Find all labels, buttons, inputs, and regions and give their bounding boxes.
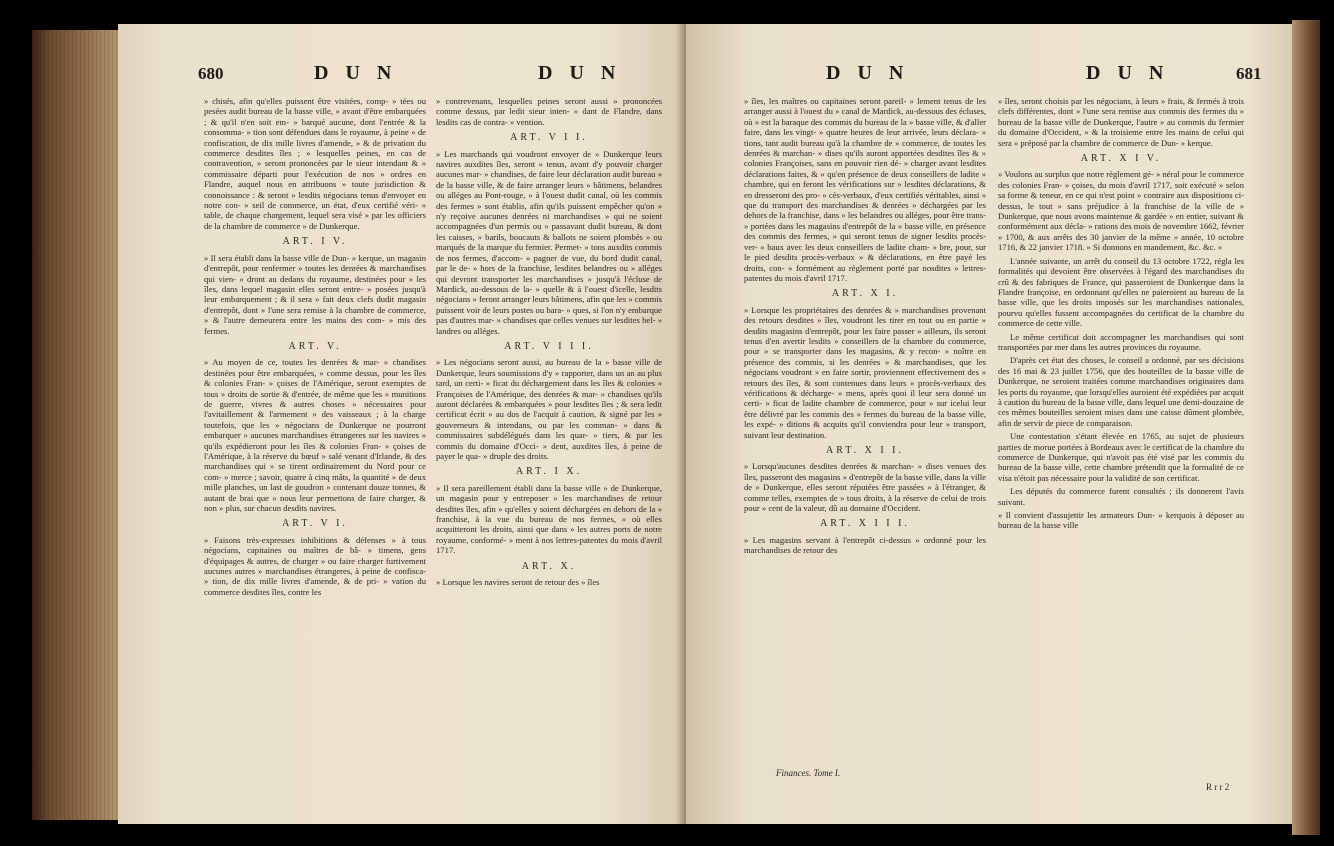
paragraph: » Les négocians seront aussi, au bureau de la » basse ville de Dunkerque, leurs soumissions d'y » rapporter, dans un an au plus tard, un certi- » ficat du déchargement dans les îles & colonies » Françoises de l'Amérique, des denrées & mar- » chandises qu'ils auront déclarées & embarquées » pour lesdites îles ; & sera ledit certificat écrit » au dos de l'acquit à caution, & signé par les » gouverneurs & intendans, ou par les comman- » dans & commissaires subdélégués dans les quar- » tiers, & par les commis du domaine d'Occi- » dent, auxdites îles, à peine de payer le qua- » druple des droits. bbox=[436, 357, 662, 461]
paragraph: » Les marchands qui voudront envoyer de » Dunkerque leurs navires auxdites îles, seront » tenus, avant d'y pouvoir charger aucunes mar- » chandises, de faire leur déclaration audit bureau » de la basse ville, & de faire arranger leurs » bâtimens, belandres ou alléges au Pont-rouge, » à l'ouest dudit canal, où les commis des fermes » sont établis, afin qu'ils puissent empêcher qu'on » n'y reçoive aucunes denrées ni marchandises » qui ne soient accompagnées d'un permis ou » passavant dudit bureau, & dont les caisses, » barils, boucauts & ballots ne soient plombés » ou marqués de la marque du fermier. Permet- » tons auxdits commis de nos fermes, d'accom- » pagner de vue, du bord dudit canal, par le de- » hors de la franchise, lesdites belandres ou » alléges qui devront transporter les marchandises » jusqu'à l'écluse de Mardick, au-dessous de la- » quelle & à l'ouest d'icelle, lesdits négocians » feront arranger leurs bâtimens, afin que les » commis puissent voir de leurs postes ou bara- » ques, si l'on n'y embarque pas d'autres mar- » chandises que celles venues sur lesdites bel- » landres ou alléges. bbox=[436, 148, 662, 336]
paragraph: L'année suivante, un arrêt du conseil du 13 octobre 1722, régla les formalités qui devoient être observées à l'égard des marchandises du crû & des fabriques de France, qui passeroient de Dunkerque dans la Flandre françoise, en ordonnant qu'elles ne paieroient au bureau de la basse ville, que les droits imposés sur les marchandises nationales, pourvu qu'elles fussent accompagnées du certificat de la chambre du commerce de cette ville. bbox=[998, 255, 1244, 329]
right-column-2 bbox=[998, 96, 1244, 534]
running-head-left-2: D U N bbox=[538, 62, 622, 84]
book-edge-left bbox=[32, 30, 122, 820]
left-column-1 bbox=[204, 96, 426, 600]
right-column-1 bbox=[744, 96, 986, 559]
article-heading: ART. X. bbox=[521, 560, 577, 572]
article-heading: ART. X I I. bbox=[825, 445, 905, 456]
running-head-left-1: D U N bbox=[314, 62, 398, 84]
book-edge-right bbox=[1292, 20, 1320, 835]
running-head-right-2: D U N bbox=[1086, 62, 1170, 84]
paragraph: » îles, les maîtres ou capitaines seront pareil- » lement tenus de les arranger aussi à l'ouest du » canal de Mardick, au-dessous des écluses, où » est la baraque des commis du bureau de la » basse ville, & d'aller faire, dans les vingt- » quatre heures de leur arrivée, leurs déclara- » tions, tant audit bureau qu'à la chambre de » commerce, de toutes les denrées & marchan- » dises qu'ils auront apportées desdites îles & » colonies Françoises, sans en pouvoir rien dé- » charger avant lesdites déclarations faites, & » qu'en présence de deux conseillers de ladite » chambre, qui en feront les vérifications sur » lesdites déclarations, & en dresseront des pro- » cès-verbaux, d'eux certifiés véritables, ainsi » que du transport des marchandises & denrées » déchargées par les dehors de la franchise, dans » les belandres ou alléges, pour être trans- » portées dans les magasins d'entrepôt de la » basse ville, en présence des commis des fermes, » qui seront tenus de signer lesdits procès-ver- » baux avec les deux conseillers de ladite cham- » bre, pour, sur le pied desdits procès-verbaux » & déclarations, en être payé les droits, con- » formément au règlement porté par nosdites » lettres-patentes du mois d'avril 1717. bbox=[744, 96, 986, 283]
paragraph: D'après cet état des choses, le conseil a ordonné, par ses décisions des 16 mai & 23 juillet 1756, que des bouteilles de la basse ville de Dunkerque, ne seroient traitées comme marchandises originaires dans les ports du royaume, que lorsqu'elles auroient été expédiées par acquit à caution du bureau de la basse ville, dans lequel une demi-douzaine de ces mêmes bouteilles seroient mises dans une caisse dûment plombée, afin de servir de piece de comparaison. bbox=[998, 355, 1244, 428]
article-heading: ART. V I I. bbox=[510, 132, 588, 144]
right-page bbox=[686, 24, 1292, 824]
paragraph: » îles, seront choisis par les négocians, à leurs » frais, & fermés à trois clefs différentes, dont » l'une sera remise aux commis des fermes du » bureau de la basse ville de Dunkerque, l'autre » au commis du fermier du domaine d'Occident, » & la troisieme entre les mains de celui qui sera » préposé par la chambre de commerce de Dun- » kerque. bbox=[998, 96, 1244, 148]
left-page bbox=[118, 24, 686, 824]
paragraph: » Au moyen de ce, toutes les denrées & mar- » chandises destinées pour être embarquées, » comme dessus, pour les îles & colonies Fran- » çoises de l'Amérique, seront exemptes de tous » droits de sortie & d'entrée, de même que les » munitions de guerre, vivres & autres choses » nécessaires pour l'avitaillement & l'armement » des vaisseaux ; à la charge toutefois, que les » négocians de Dunkerque ne pourront embarquer » aucunes marchandises étrangeres sur les navires » qu'ils expédieront pour les îles & colonies Fran- » çoises de l'Amérique, à la réserve du bœuf » salé venant d'Irlande, & des marchandises qui » se tirent ordinairement du Nord pour ce com- » merce ; savoir, quatre à cinq mâts, la quantité » de deux mille planches, un last de goudron » contenant douze tonnes, & autant de brai que » nous leur permettons de faire charger, & non » plus, sur chacun desdits navires. bbox=[204, 357, 426, 514]
paragraph: » Lorsque les propriétaires des denrées & » marchandises provenant des retours desdites » îles, voudront les tirer en tout ou en partie » desdits magasins d'entrepôt, pour les faire passer » ailleurs, ils seront tenus d'en avertir lesdits » conseillers de la chambre du commerce, pour » se transporter dans les magasins, & y recon- » noître en présence des commis, si les denrées » & marchandises, que les négocians voudront » en faire sortir, proviennent effectivement des » retours des îles, & sont contenues dans leurs » procès-verbaux des vérifications & décharge- » mens, après quoi il leur sera donné un certi- » ficat de ladite chambre de commerce, pour » sur icelui leur être délivré par les commis des » fermes du bureau de la basse ville, les expé- » ditions & acquits qu'il conviendra pour leur » transport, suivant leur destination. bbox=[744, 304, 986, 440]
paragraph: » Voulons au surplus que notre règlement gé- » néral pour le commerce des colonies Fran- » çoises, du mois d'avril 1717, soit exécuté » selon sa forme & teneur, en ce qui n'est point » contraire aux dispositions ci-dessus, le tout » sans préjudice à la franchise de la ville de » Dunkerque, que nous avons maintenue & gardée » en entier, suivant & conformément aux décla- » rations des mois de novembre 1662, février » 1700, & aux arrêts des 30 janvier de la même » année, 10 octobre 1716, & 22 janvier 1718. » Si donnons en mandement, &c. &c. » bbox=[998, 169, 1244, 253]
signature-mark: R r r 2 bbox=[1206, 782, 1230, 792]
article-heading: ART. I X. bbox=[515, 466, 583, 478]
paragraph: Les députés du commerce furent consultés ; ils donnerent l'avis suivant. bbox=[998, 486, 1244, 507]
paragraph: » contrevenans, lesquelles peines seront aussi » prononcées comme dessus, par ledit sieur inten- » dant de Flandre, dans lesdits cas de contra- » vention. bbox=[436, 96, 662, 127]
paragraph: » Lorsqu'aucunes desdites denrées & marchan- » dises venues des îles, passeront des magasins » d'entrepôt de la basse ville, dans la ville de » Dunkerque, elles seront réputées être passées » à l'étranger, & comme telles, exemptes de » tous droits, à la réserve de celui de trois pour » cent de la valeur, dû au domaine d'Occident. bbox=[744, 461, 986, 514]
paragraph: » Il sera pareillement établi dans la basse ville » de Dunkerque, un magasin pour y entreposer » les marchandises de retour desdites îles, afin » qu'elles y soient déchargées en dehors de la » franchise, à la vue du bureau de nos fermes, » où elles acquitteront les droits, ainsi que dans » les autres ports de notre royaume, conformé- » ment à nos lettres-patentes du mois d'avril 1717. bbox=[436, 482, 662, 556]
footer-volume: Finances. Tome I. bbox=[776, 768, 841, 778]
paragraph: Le même certificat doit accompagner les marchandises qui sont transportées par mer dans les autres provinces du royaume. bbox=[998, 331, 1244, 352]
paragraph: » Faisons très-expresses inhibitions & défenses » à tous négocians, capitaines ou maîtres de bâ- » timens, gens d'équipages & autres, de charger » ou faire charger furtivement aucunes autres » marchandises étrangeres, à peine de confisca- » tion, de dix mille livres d'amende, & de pri- » vation du commerce desdites îles, contre les bbox=[204, 534, 426, 597]
page-number-right: 681 bbox=[1236, 64, 1262, 83]
article-heading: ART. V I. bbox=[282, 518, 348, 530]
paragraph: Une contestation s'étant élevée en 1765, au sujet de plusieurs parties de morue portées à Bordeaux avec le certificat de la chambre du commerce de Dunkerque, qui n'avoit pas été visé par les commis du bureau de la basse ville, cette chambre prétendit que la formalité de ce visa n'étoit pas nécessaire pour la validité de son certificat. bbox=[998, 431, 1244, 483]
paragraph: » Les magasins servant à l'entrepôt ci-dessus » ordonné pour les marchandises de retour des bbox=[744, 534, 986, 556]
article-heading: ART. V. bbox=[288, 340, 342, 352]
article-heading: ART. X I. bbox=[831, 288, 899, 300]
page-number-left: 680 bbox=[198, 64, 224, 83]
running-head-right-1: D U N bbox=[826, 62, 910, 84]
article-heading: ART. V I I I. bbox=[504, 340, 594, 352]
paragraph: » Il sera établi dans la basse ville de Dun- » kerque, un magasin d'entrepôt, pour renfermer » toutes les denrées & marchandises qui vien- » dront au dedans du royaume, destinées pour » les îles, dans lequel magasin elles seront entre- » posées jusqu'à leur embarquement ; & il sera » fait deux clefs dudit magasin d'entrepôt, dont » l'une sera remise à la chambre de commerce, » & l'autre demeurera entre les mains des com- » mis des fermes. bbox=[204, 252, 426, 336]
left-column-2 bbox=[436, 96, 662, 590]
open-book bbox=[32, 20, 1320, 835]
paragraph: » chisés, afin qu'elles puissent être visitées, comp- » tées ou pesées audit bureau de la basse ville, » avant d'être embarquées ; & qu'il n'en soit em- » barqué aucune, dont l'entrée & la consomma- » tion sont défendues dans le royaume, à peine » de confiscation, de dix mille livres d'amende, » & de privation du commerce desdites îles ; » lesquelles peines, en cas de contravention, » seront prononcées par le sieur intendant & » commissaire départi pour l'exécution de nos » ordres en Flandre, auquel nous en attribuons » toute jurisdiction & connoissance : & seront » lesdits négocians tenus d'envoyer en notre con- » seil de commerce, un état, d'eux certifié véri- » table, de chaque chargement, lequel sera visé » par les officiers de la chambre de commerce » de Dunkerque. bbox=[204, 96, 426, 231]
paragraph: » Lorsque les navires seront de retour des » îles bbox=[436, 577, 600, 588]
paragraph: » Il convient d'assujettir les armateurs Dun- » kerquois à déposer au bureau de la basse ville bbox=[998, 510, 1244, 531]
article-heading: ART. I V. bbox=[282, 236, 348, 248]
article-heading: ART. X I V. bbox=[1080, 153, 1162, 165]
article-heading: ART. X I I I. bbox=[820, 518, 910, 530]
